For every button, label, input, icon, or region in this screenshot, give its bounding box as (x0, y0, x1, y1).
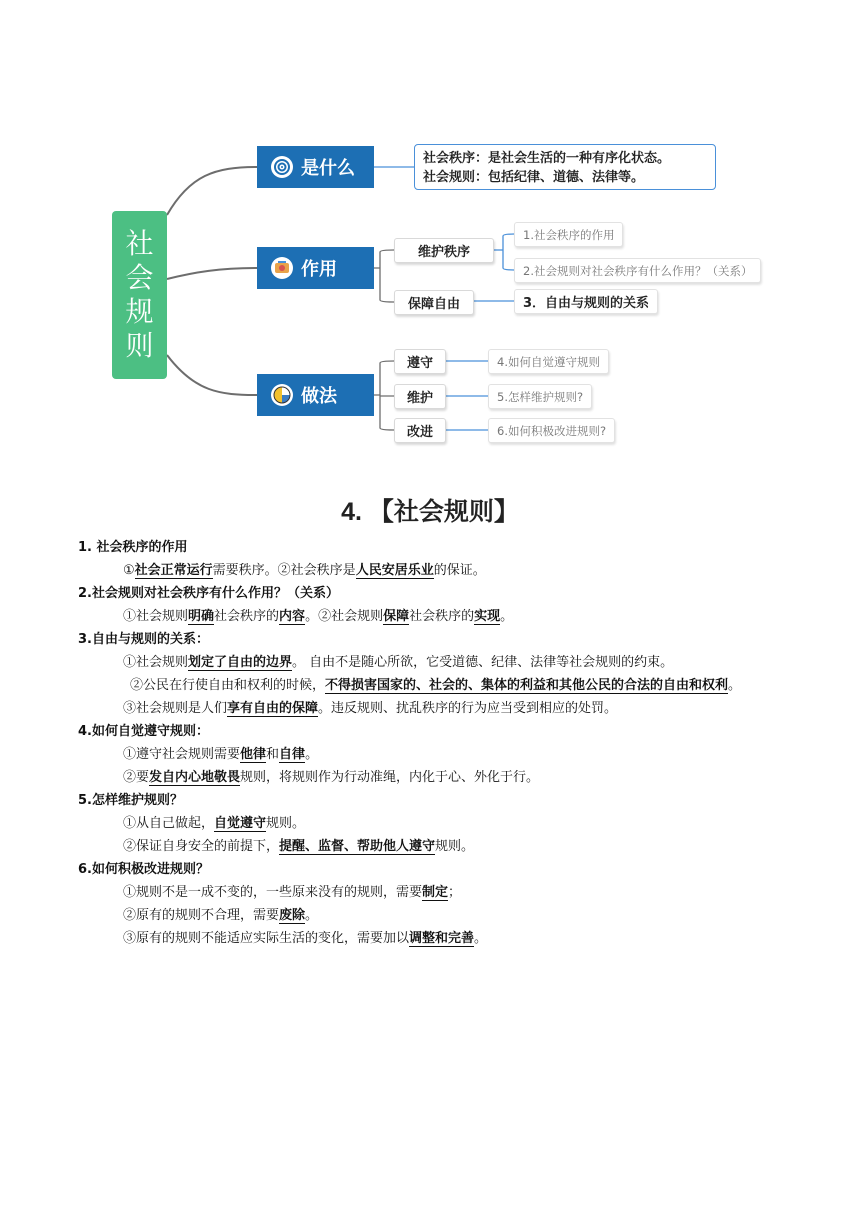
leaf-1: 1.社会秩序的作用 (514, 222, 623, 247)
line-text: ②保证自身安全的前提下， (123, 839, 280, 854)
section-heading: 6.如何积极改进规则？ (78, 862, 209, 877)
line-text: 。 自由不是随心所欲，它受道德、纪律、法律等社会规则的约束。 (292, 655, 674, 670)
connector-root-method (167, 355, 257, 395)
line-text: ①从自己做起， (123, 816, 215, 831)
section-line (78, 697, 788, 720)
key-phrase: 废除 (279, 908, 306, 923)
branch-what (257, 146, 374, 188)
node-guarantee-freedom: 保障自由 (394, 290, 474, 315)
leaf-3: 3．自由与规则的关系 (514, 289, 658, 314)
line-text: 规则。 (435, 839, 475, 854)
line-text: 。 (500, 609, 514, 624)
line-text: 。 (728, 678, 742, 693)
line-text: 。②社会规则 (305, 609, 384, 624)
section-heading: 2.社会规则对社会秩序有什么作用？（关系） (78, 586, 339, 601)
key-phrase: 享有自由的保障 (227, 701, 319, 716)
branch-label: 做法 (301, 386, 337, 407)
section-line (78, 904, 788, 927)
definition-line: 社会规则：包括纪律、道德、法律等。 (423, 170, 645, 185)
line-text: 。 (305, 908, 319, 923)
line-text: 需要秩序。②社会秩序是 (212, 563, 356, 578)
branch-label: 是什么 (301, 158, 355, 179)
connector-maintain-leaves (503, 234, 514, 270)
key-phrase: 自律 (279, 747, 306, 762)
key-phrase: 明确 (188, 609, 215, 624)
key-phrase: 调整和完善 (409, 931, 475, 946)
leaf-4: 4.如何自觉遵守规则 (488, 349, 609, 374)
leaf-6: 6.如何积极改进规则? (488, 418, 615, 443)
line-text: ②要 (123, 770, 150, 785)
section-line (78, 651, 788, 674)
section-line (78, 812, 788, 835)
line-text: ① (123, 563, 135, 578)
definition-line: 社会秩序：是社会生活的一种有序化状态。 (423, 151, 671, 166)
node-maintain-order: 维护秩序 (394, 238, 494, 263)
key-phrase: 社会正常运行 (134, 563, 213, 578)
line-text: 社会秩序的 (409, 609, 475, 624)
key-phrase: 他律 (240, 747, 267, 762)
key-phrase: 实现 (474, 609, 501, 624)
pie-icon (271, 384, 293, 406)
line-text: 和 (266, 747, 280, 762)
gear-icon (271, 257, 293, 279)
branch-role (257, 247, 374, 289)
line-text: 。 (474, 931, 488, 946)
connector-root-role (167, 268, 257, 279)
section-line (78, 766, 788, 789)
key-phrase: 不得损害国家的、社会的、集体的利益和其他公民的合法的自由和权利 (325, 678, 729, 693)
mindmap-root (112, 211, 167, 379)
section-heading: 4.如何自觉遵守规则： (78, 724, 209, 739)
line-text: ②公民在行使自由和权利的时候， (130, 678, 326, 693)
connector-method-subs (374, 361, 394, 430)
section-line (78, 605, 788, 628)
section-line (78, 835, 788, 858)
key-phrase: 内容 (279, 609, 306, 624)
node-maintain: 维护 (394, 384, 446, 409)
line-text: 的保证。 (433, 563, 486, 578)
key-phrase: 人民安居乐业 (355, 563, 434, 578)
line-text: 。 (305, 747, 319, 762)
node-improve: 改进 (394, 418, 446, 443)
key-phrase: 提醒、监督、帮助他人遵守 (279, 839, 436, 854)
key-phrase: 划定了自由的边界 (188, 655, 293, 670)
connector-role-subs (374, 250, 394, 302)
root-char: 则 (125, 329, 154, 362)
line-text: ①社会规则 (123, 609, 189, 624)
branch-method (257, 374, 374, 416)
root-char: 会 (125, 261, 154, 294)
line-text: 。违反规则、扰乱秩序的行为应当受到相应的处罚。 (318, 701, 618, 716)
page-title: 4. 【社会规则】 (341, 498, 519, 526)
line-text: 社会秩序的 (214, 609, 280, 624)
line-text: ①社会规则 (123, 655, 189, 670)
section-heading: 1. 社会秩序的作用 (78, 540, 188, 555)
key-phrase: 保障 (383, 609, 410, 624)
line-text: ③原有的规则不能适应实际生活的变化，需要加以 (123, 931, 410, 946)
section-line (78, 743, 788, 766)
section-heading: 3.自由与规则的关系： (78, 632, 209, 647)
root-char: 规 (125, 295, 154, 328)
section-line (78, 927, 788, 950)
key-phrase: 发自内心地敬畏 (149, 770, 241, 785)
branch-label: 作用 (301, 259, 337, 280)
line-text: ； (448, 885, 462, 900)
section-heading: 5.怎样维护规则？ (78, 793, 183, 808)
target-icon (271, 156, 293, 178)
line-text: 规则。 (266, 816, 306, 831)
node-obey: 遵守 (394, 349, 446, 374)
key-phrase: 制定 (422, 885, 449, 900)
key-phrase: 自觉遵守 (214, 816, 267, 831)
definition-box (414, 144, 716, 190)
section-line (78, 674, 788, 697)
section-line (78, 881, 788, 904)
leaf-5: 5.怎样维护规则? (488, 384, 592, 409)
line-text: 规则，将规则作为行动准绳，内化于心、外化于行。 (240, 770, 540, 785)
line-text: ①遵守社会规则需要 (123, 747, 241, 762)
line-text: ③社会规则是人们 (123, 701, 228, 716)
connector-root-what (167, 167, 257, 215)
line-text: ②原有的规则不合理，需要 (123, 908, 280, 923)
notes-body (78, 536, 788, 950)
root-char: 社 (125, 227, 154, 260)
leaf-2: 2.社会规则对社会秩序有什么作用？（关系） (514, 258, 761, 283)
section-line (78, 559, 788, 582)
line-text: ①规则不是一成不变的，一些原来没有的规则，需要 (123, 885, 423, 900)
